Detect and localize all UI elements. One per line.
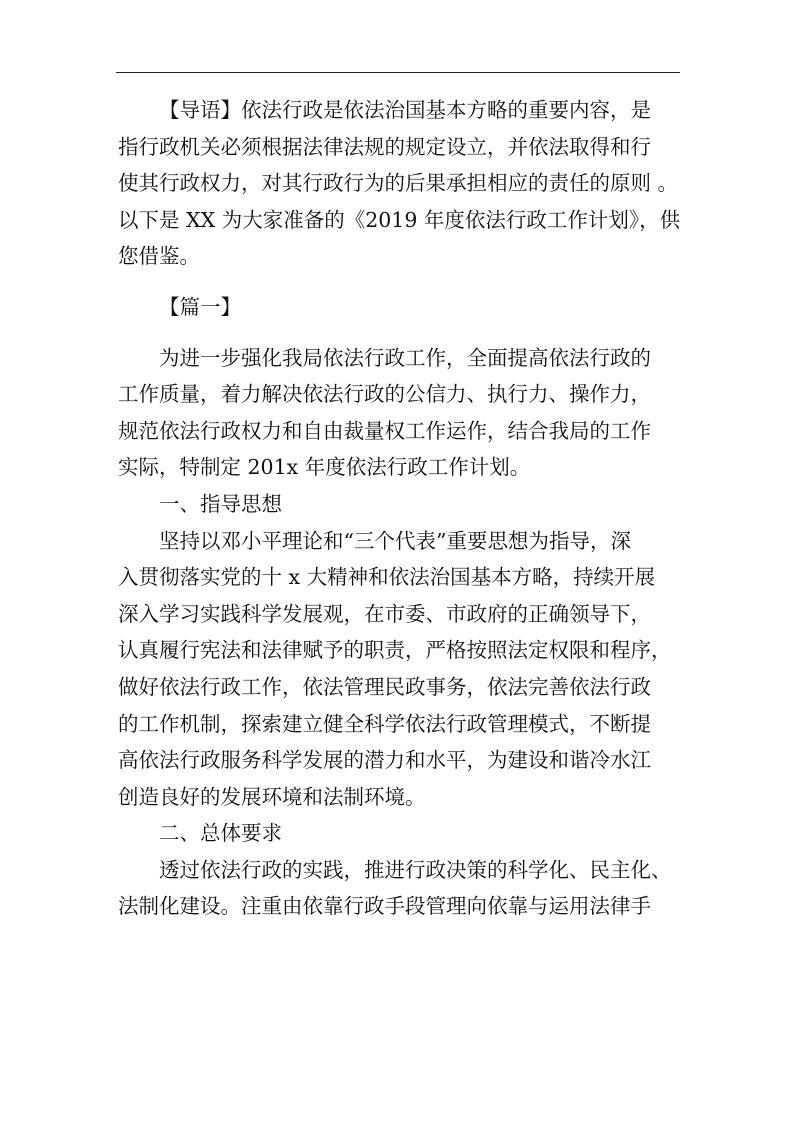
- paragraph-line: 法制化建设。注重由依靠行政手段管理向依靠与运用法律手: [118, 894, 651, 919]
- paragraph-line: 以下是 XX 为大家准备的《2019 年度依法行政工作计划》，供: [118, 207, 681, 232]
- section-heading: 一、指导思想: [159, 491, 282, 516]
- paragraph-line: 实际，特制定 201x 年度依法行政工作计划。: [118, 455, 531, 480]
- paragraph-line: 规范依法行政权力和自由裁量权工作运作，结合我局的工作: [118, 418, 651, 443]
- paragraph-line: 入贯彻落实党的十 x 大精神和依法治国基本方略，持续开展: [118, 565, 656, 590]
- paragraph-line: 做好依法行政工作，依法管理民政事务，依法完善依法行政: [118, 674, 651, 699]
- paragraph-line: 深入学习实践科学发展观，在市委、市政府的正确领导下，: [118, 601, 651, 626]
- paragraph-line: 使其行政权力，对其行政行为的后果承担相应的责任的原则 。: [118, 171, 679, 196]
- paragraph-line: 认真履行宪法和法律赋予的职责，严格按照法定权限和程序，: [118, 638, 672, 663]
- paragraph-line: 指行政机关必须根据法律法规的规定设立，并依法取得和行: [118, 134, 651, 159]
- paragraph-line: 的工作机制，探索建立健全科学依法行政管理模式，不断提: [118, 711, 651, 736]
- paragraph-line: 透过依法行政的实践，推进行政决策的科学化、民主化、: [159, 857, 672, 882]
- paragraph-line: 您借鉴。: [118, 244, 200, 269]
- header-rule: [116, 72, 680, 73]
- paragraph-line: 创造良好的发展环境和法制环境。: [118, 784, 426, 809]
- paragraph-line: 高依法行政服务科学发展的潜力和水平，为建设和谐冷水江: [118, 748, 651, 773]
- document-body: [118, 92, 684, 925]
- spacer: [118, 326, 684, 340]
- paragraph-line: 为进一步强化我局依法行政工作，全面提高依法行政的: [159, 345, 651, 370]
- paragraph-line: 工作质量，着力解决依法行政的公信力、执行力、操作力，: [118, 382, 651, 407]
- spacer: [118, 275, 684, 289]
- section-heading: 二、总体要求: [159, 821, 282, 846]
- paragraph-line: 坚持以邓小平理论和“三个代表”重要思想为指导，深: [159, 528, 631, 553]
- section-heading: 【篇一】: [159, 294, 241, 319]
- paragraph-line: 【导语】依法行政是依法治国基本方略的重要内容，是: [159, 98, 651, 122]
